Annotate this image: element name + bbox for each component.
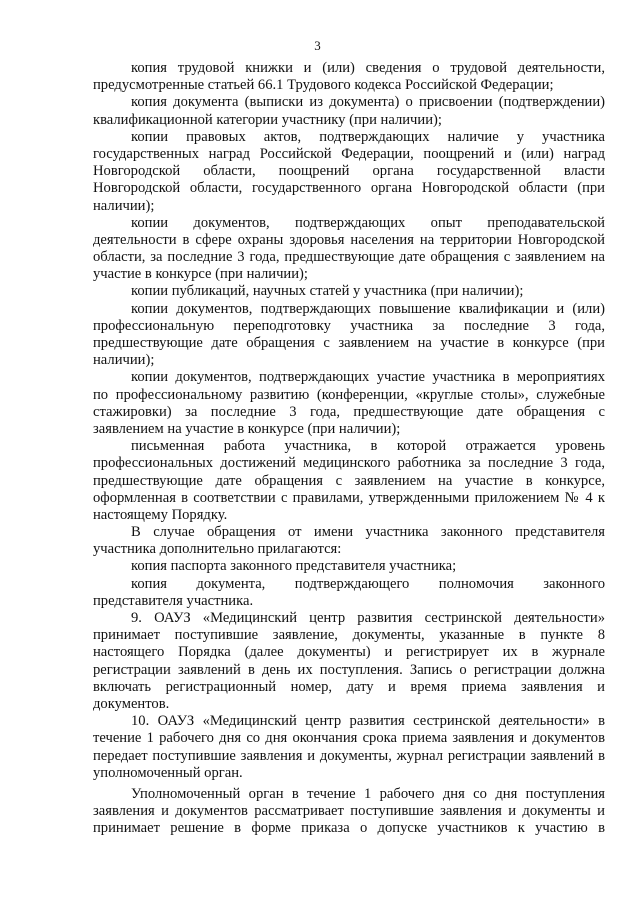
text-line: наличии); bbox=[93, 352, 155, 369]
text-line: профессиональную переподготовку участника за последние 3 года, bbox=[93, 317, 605, 334]
text-line: копии документов, подтверждающих повышение квалификации и (или) bbox=[131, 300, 605, 317]
text-line: настоящего Порядка (далее документы) и регистрирует их в журнале bbox=[93, 644, 605, 661]
text-line: предшествующие дате обращения с заявлением на участие в конкурсе (при bbox=[93, 335, 605, 351]
text-line: Уполномоченный орган в течение 1 рабочего дня со дня поступления bbox=[131, 785, 605, 802]
text-line: по профессиональному развитию (конференции, «круглые столы», служебные bbox=[93, 386, 605, 403]
text-line: заявлением на участие в конкурсе (при наличии); bbox=[93, 420, 401, 437]
text-line: копия документа (выписки из документа) о присвоении (подтверждении) bbox=[131, 94, 605, 111]
text-line: принимает решение в форме приказа о допуске участников к участию в bbox=[93, 820, 605, 837]
document-body bbox=[93, 60, 605, 837]
text-line: регистрации заявлений в день их поступления. Запись о регистрации должна bbox=[93, 661, 605, 678]
text-line: участие в конкурсе (при наличии); bbox=[93, 266, 308, 283]
text-line: участника дополнительно прилагаются: bbox=[93, 541, 342, 558]
text-line: настоящему Порядку. bbox=[93, 506, 228, 523]
text-line: включать регистрационный номер, дату и время приема заявления и bbox=[93, 678, 605, 695]
text-line: представителя участника. bbox=[93, 592, 254, 609]
text-line: квалификационной категории участнику (при наличии); bbox=[93, 111, 442, 128]
text-line: стажировки) за последние 3 года, предшествующие дате обращения с bbox=[93, 403, 605, 420]
text-line: копии публикаций, научных статей у участника (при наличии); bbox=[131, 283, 524, 300]
text-line: течение 1 рабочего дня со дня окончания срока приема заявления и документов bbox=[93, 730, 605, 747]
text-line: профессиональных достижений медицинского работника за последние 3 года, bbox=[93, 455, 605, 472]
text-line: области, за последние 3 года, предшествующие дате обращения с заявлением на bbox=[93, 249, 605, 266]
text-line: заявления и документов рассматривает поступившие заявления и документы и bbox=[93, 803, 605, 820]
text-line: документов. bbox=[93, 695, 170, 712]
text-line: письменная работа участника, в которой отражается уровень bbox=[131, 438, 605, 455]
text-line: копия документа, подтверждающего полномочия законного bbox=[131, 575, 605, 592]
text-line: уполномоченный орган. bbox=[93, 764, 243, 781]
text-line: предусмотренные статьей 66.1 Трудового кодекса Российской Федерации; bbox=[93, 77, 554, 94]
text-line: 10. ОАУЗ «Медицинский центр развития сестринской деятельности» в bbox=[131, 713, 605, 730]
page-number: 3 bbox=[314, 38, 321, 53]
text-line: принимает поступившие заявление, документы, указанные в пункте 8 bbox=[93, 627, 605, 644]
text-line: Новгородской области, государственного органа Новгородской области (при bbox=[93, 180, 605, 197]
text-line: копии правовых актов, подтверждающих наличие у участника bbox=[131, 128, 605, 145]
text-line: 9. ОАУЗ «Медицинский центр развития сестринской деятельности» bbox=[131, 610, 605, 626]
text-line: деятельности в сфере охраны здоровья населения на территории Новгородской bbox=[93, 231, 605, 248]
text-line: предшествующие дате обращения с заявлением на участие в конкурсе, bbox=[93, 472, 605, 489]
text-line: копия трудовой книжки и (или) сведения о трудовой деятельности, bbox=[131, 60, 605, 76]
text-line: Новгородской области, поощрений органа государственной власти bbox=[93, 163, 605, 180]
text-line: государственных наград Российской Федерации, поощрений и (или) наград bbox=[93, 145, 605, 162]
text-line: копии документов, подтверждающих опыт преподавательской bbox=[131, 214, 605, 231]
text-line: передает поступившие заявления и документы, журнал регистрации заявлений в bbox=[93, 747, 605, 764]
text-line: оформленная в соответствии с правилами, утвержденными приложением № 4 к bbox=[93, 489, 605, 506]
text-line: копия паспорта законного представителя участника; bbox=[131, 558, 457, 575]
text-line: копии документов, подтверждающих участие участника в мероприятиях bbox=[131, 369, 605, 386]
text-line: В случае обращения от имени участника законного представителя bbox=[131, 524, 605, 541]
text-line: наличии); bbox=[93, 197, 155, 214]
